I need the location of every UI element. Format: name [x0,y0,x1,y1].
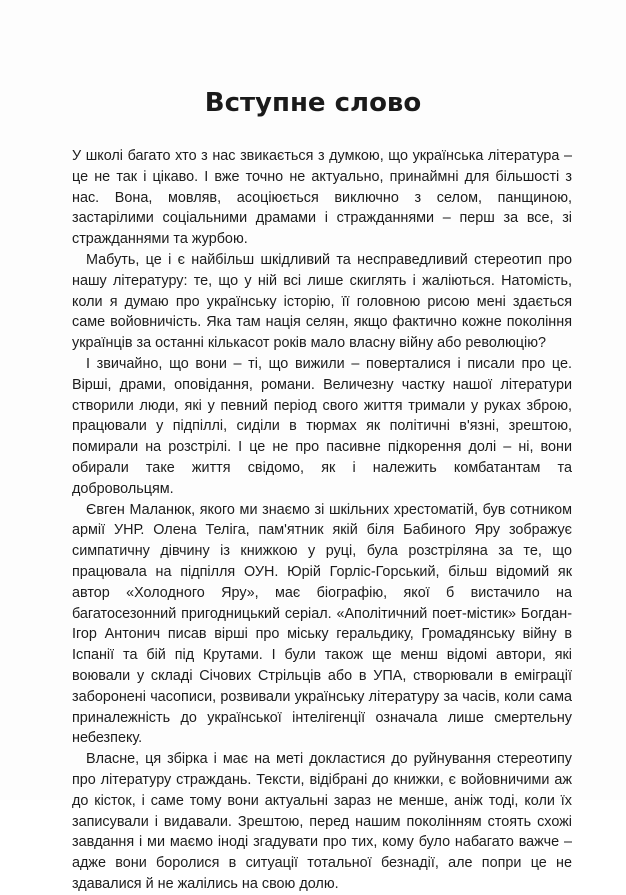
paragraph-2: Мабуть, це і є найбільш шкідливий та несправедливий стереотип про нашу літературу: те, що у ній всі лише скиглять і жаліються. Натомість, коли я думаю про українську історію, її головною рисою мені здається саме войовничість. Яка там нація селян, якщо фактично кожне покоління українців за останні кількасот років мало власну війну або революцію? [72,251,572,352]
paragraph-1: У школі багато хто з нас звикається з думкою, що українська література – це не так і цікаво. І вже точно не актуально, принаймні для більшості з нас. Вона, мовляв, асоціюється виключно з селом, панщиною, застарілими соціальними драмами і стражданнями – перш за все, зі стражданнями та журбою. [72,148,572,248]
paragraph-4: Євген Маланюк, якого ми знаємо зі шкільних хрестоматій, був сотником армії УНР. Олена Теліга, пам'ятник якій біля Бабиного Яру зображує симпатичну дівчину із книжкою у руці, була розстріляна за те, що працювала на підпілля ОУН. Юрій Горліс-Горський, більш відомий як автор «Холодного Яру», має біографію, якої б вистачило на багатосезонний пригодницький серіал. «Аполітичний поет-містик» Богдан-Ігор Антонич писав вірші про міську геральдику, Громадянську війну в Іспанії та бій під Крутами. І були також ще менш відомі автори, які воювали у складі Січових Стрільців або в УПА, створювали в еміграції заборонені часописи, розвивали українську літературу за часів, коли сама приналежність до української інтелігенції означала лише смертельну небезпеку. [72,501,572,747]
paragraph-3: І звичайно, що вони – ті, що вижили – поверталися і писали про це. Вірші, драми, оповідання, романи. Величезну частку нашої літератури створили люди, які у певний період свого життя тримали у руках зброю, працювали у підпіллі, сиділи в тюрмах як політичні в'язні, зрештою, помирали на розстрілі. І це не про пасивне підкорення долі – ні, вони обирали таке життя свідомо, як і належить комбатантам та добровольцям. [72,355,572,497]
paragraph-5: Власне, ця збірка і має на меті докластися до руйнування стереотипу про літературу страждань. Тексти, відібрані до книжки, є войовничими аж до кісток, і саме тому вони актуальні зараз не менше, аніж тоді, коли їх записували і видавали. Зрештою, перед нашим поколінням стоять схожі завдання і ми маємо іноді згадувати про тих, кому було набагато важче – адже вони боролися в ситуації тотальної безнадії, але попри це не здавалися й не жалілись на свою долю. [72,751,572,892]
page-title: Вступне слово [204,88,422,118]
body-text [72,146,572,895]
